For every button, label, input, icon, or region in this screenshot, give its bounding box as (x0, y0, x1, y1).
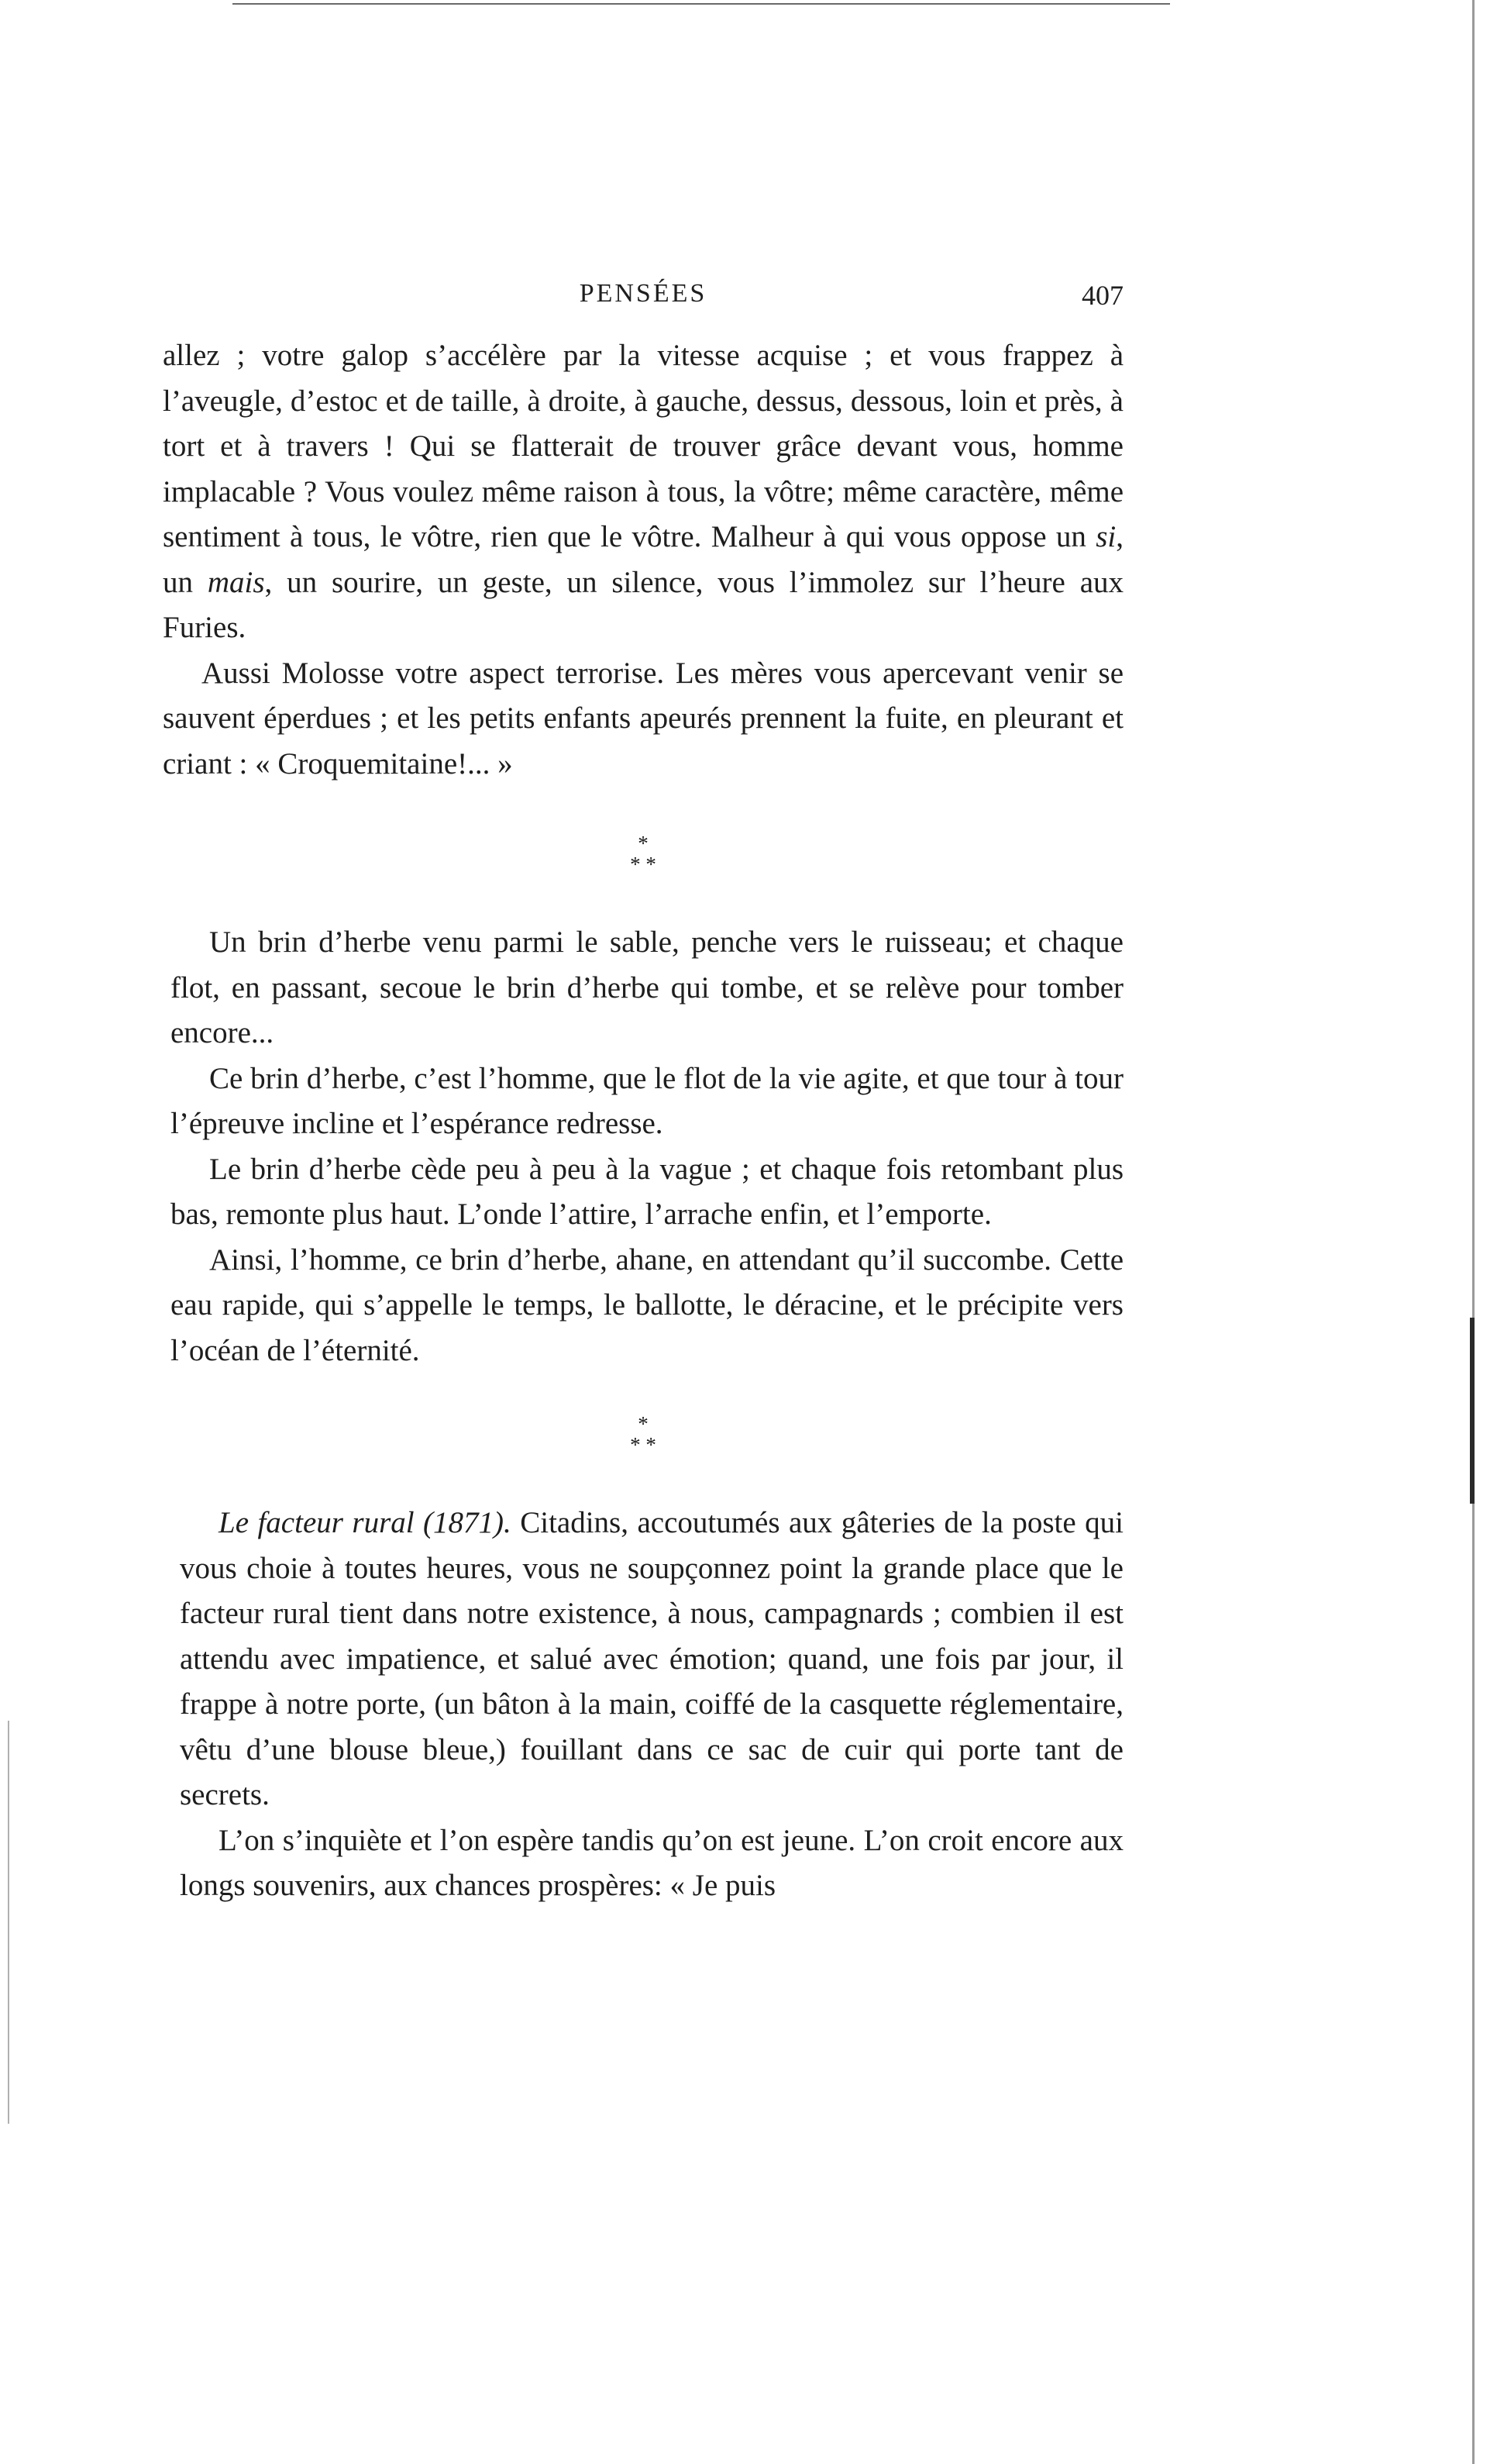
word-separator: , un (163, 520, 1124, 599)
section-3 (163, 1501, 1124, 1909)
book-page (163, 279, 1124, 1909)
section-title: Le facteur rural (1871). (219, 1506, 511, 1539)
paragraph: Ce brin d’herbe, c’est l’homme, que le flot de la vie agite, et que tour à tour l’épreuve incline et l’espérance redresse. (170, 1061, 1124, 1140)
scan-edge-top (232, 3, 1170, 5)
scan-edge-left (8, 1721, 9, 2124)
separator-star-top: * (638, 1412, 649, 1435)
word-mais: mais (207, 565, 265, 599)
separator-stars-bottom: * * (630, 853, 656, 876)
word-si: si (1096, 520, 1117, 553)
paragraph: Un brin d’herbe venu parmi le sable, penche vers le ruisseau; et chaque flot, en passant, secoue le brin d’herbe qui tombe, et se relève pour tomber encore... (170, 925, 1124, 1049)
paragraph: Ainsi, l’homme, ce brin d’herbe, ahane, en attendant qu’il succombe. Cette eau rapide, qui s’appelle le temps, le ballotte, le déracine, et le précipite vers l’océan de l’éternité. (170, 1242, 1124, 1367)
paragraph (180, 1501, 1124, 1818)
scan-edge-right (1472, 0, 1475, 2464)
section-1 (163, 333, 1124, 787)
page-number: 407 (1082, 280, 1124, 311)
scan-edge-right-dark (1470, 1318, 1475, 1504)
page-header (163, 279, 1124, 333)
paragraph-text: Citadins, accoutumés aux gâteries de la poste qui vous choie à toutes heures, vous ne soupçonnez point la grande place que le facteur rural tient dans notre existence, à nous, campagnards ; combien il est attendu avec impatience, et salué avec émotion; quand, une fois par jour, il frappe à notre porte, (un bâton à la main, coiffé de la casquette réglementaire, vêtu d’une blouse bleue,) fouillant dans ce sac de cuir qui porte tant de secrets. (180, 1506, 1124, 1811)
paragraph-text-end: , un sourire, un geste, un silence, vous l’immolez sur l’heure aux Furies. (163, 565, 1124, 644)
section-separator (163, 833, 1124, 875)
paragraph (163, 333, 1124, 651)
section-2 (163, 920, 1124, 1373)
running-title: PENSÉES (579, 279, 707, 308)
separator-star-top: * (638, 832, 649, 855)
paragraph: Aussi Molosse votre aspect terrorise. Les mères vous apercevant venir se sauvent éperdues ; et les petits enfants apeurés prennent la fuite, en pleurant et criant : « Croquemitaine!... » (163, 656, 1124, 781)
paragraph-text: allez ; votre galop s’accélère par la vitesse acquise ; et vous frappez à l’aveugle, d’estoc et de taille, à droite, à gauche, dessus, dessous, loin et près, à tort et à travers ! Qui se flatterait de trouver grâce devant vous, homme implacable ? Vous voulez même raison à tous, la vôtre; même caractère, même sentiment à tous, le vôtre, rien que le vôtre. Malheur à qui vous oppose un (163, 339, 1124, 553)
paragraph: L’on s’inquiète et l’on espère tandis qu’on est jeune. L’on croit encore aux longs souvenirs, aux chances prospères: « Je puis (180, 1823, 1124, 1902)
section-separator (163, 1414, 1124, 1456)
paragraph: Le brin d’herbe cède peu à peu à la vague ; et chaque fois retombant plus bas, remonte plus haut. L’onde l’attire, l’arrache enfin, et l’emporte. (170, 1152, 1124, 1231)
separator-stars-bottom: * * (630, 1433, 656, 1456)
